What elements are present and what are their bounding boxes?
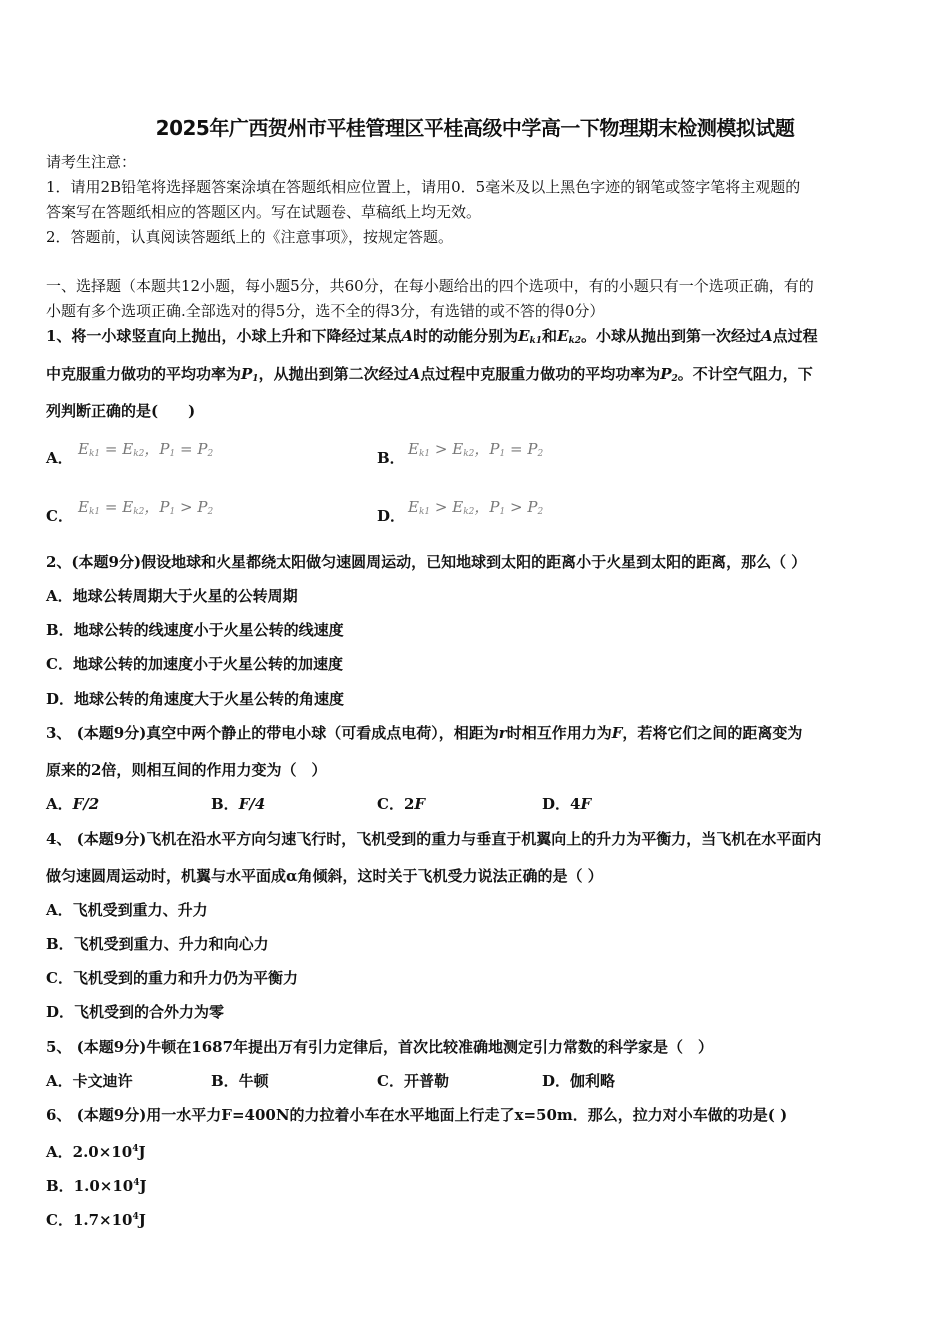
q4-option-b[interactable]: B．飞机受到重力、升力和向心力: [46, 935, 269, 953]
q3-option-a[interactable]: A．F/2: [46, 795, 100, 813]
q1-stem-line-3: 列判断正确的是( ): [46, 402, 196, 420]
section-heading-line-2: 小题有多个选项正确.全部选对的得5分，选不全的得3分，有选错的或不答的得0分）: [46, 302, 605, 320]
q6-stem: 6、 (本题9分)用一水平力F=400N的力拉着小车在水平地面上行走了x=50m．那么，拉力对小车做的功是( ): [46, 1106, 788, 1124]
q2-option-a[interactable]: A．地球公转周期大于火星的公转周期: [46, 587, 298, 605]
q3-stem-line-2: 原来的2倍，则相互间的作用力变为（ ）: [46, 761, 327, 779]
q6-option-c[interactable]: C．$1.7\times 10^4J$: [46, 1211, 146, 1229]
notice-line-1: 1．请用2B铅笔将选择题答案涂填在答题纸相应位置上，请用0．5毫米及以上黑色字迹的钢笔或签字笔将主观题的: [46, 178, 801, 196]
section-heading-line-1: 一、选择题（本题共12小题，每小题5分，共60分，在每小题给出的四个选项中，有的小题只有一个选项正确，有的: [46, 277, 814, 295]
q1-option-c-label[interactable]: C．: [46, 507, 73, 525]
q1-stem-line-2: 中克服重力做功的平均功率为$P_1$，从抛出到第二次经过A点过程中克服重力做功的平均功率为$P_2$。不计空气阻力，下: [46, 365, 813, 384]
q1-option-b-formula: $E_{k1} > E_{k2}$，$P_1 = P_2$: [408, 440, 544, 459]
page-title: 2025年广西贺州市平桂管理区平桂高级中学高一下物理期末检测模拟试题: [155, 116, 795, 140]
q2-option-d[interactable]: D．地球公转的角速度大于火星公转的角速度: [46, 690, 345, 708]
q1-option-a-formula: $E_{k1} = E_{k2}$，$P_1 = P_2$: [78, 440, 214, 459]
q3-option-d[interactable]: D．4F: [542, 795, 592, 813]
q5-option-b[interactable]: B．牛顿: [211, 1072, 269, 1090]
q5-option-d[interactable]: D．伽利略: [542, 1072, 616, 1090]
q3-option-c[interactable]: C．2F: [377, 795, 426, 813]
q3-option-b[interactable]: B．F/4: [211, 795, 266, 813]
q4-stem-line-2: 做匀速圆周运动时，机翼与水平面成α角倾斜，这时关于飞机受力说法正确的是（ ）: [46, 867, 603, 885]
q1-option-c-formula: $E_{k1} = E_{k2}$，$P_1 > P_2$: [78, 498, 214, 517]
notice-line-2: 答案写在答题纸相应的答题区内。写在试题卷、草稿纸上均无效。: [46, 203, 482, 221]
q2-option-c[interactable]: C．地球公转的加速度小于火星公转的加速度: [46, 655, 343, 673]
q1-option-d-label[interactable]: D．: [377, 507, 406, 525]
q5-option-c[interactable]: C．开普勒: [377, 1072, 449, 1090]
notice-line-3: 2．答题前，认真阅读答题纸上的《注意事项》，按规定答题。: [46, 228, 454, 246]
q2-option-b[interactable]: B．地球公转的线速度小于火星公转的线速度: [46, 621, 344, 639]
q1-option-b-label[interactable]: B．: [377, 449, 405, 467]
q1-stem-line-1: 1、将一小球竖直向上抛出，小球上升和下降经过某点A时的动能分别为$E_{k1}$和$E_{k2}$。小球从抛出到第一次经过A点过程: [46, 327, 818, 346]
q1-option-a-label[interactable]: A．: [46, 449, 73, 467]
q6-option-a[interactable]: A．$2.0\times 10^4J$: [46, 1143, 146, 1161]
q5-option-a[interactable]: A．卡文迪许: [46, 1072, 133, 1090]
q4-option-a[interactable]: A．飞机受到重力、升力: [46, 901, 208, 919]
q1-option-d-formula: $E_{k1} > E_{k2}$，$P_1 > P_2$: [408, 498, 544, 517]
q6-option-b[interactable]: B．$1.0\times 10^4J$: [46, 1177, 147, 1195]
q3-stem-line-1: 3、 (本题9分)真空中两个静止的带电小球（可看成点电荷），相距为r时相互作用力为F，若将它们之间的距离变为: [46, 724, 803, 742]
notice-heading: 请考生注意：: [46, 153, 137, 171]
q4-option-d[interactable]: D．飞机受到的合外力为零: [46, 1003, 225, 1021]
q5-stem: 5、 (本题9分)牛顿在1687年提出万有引力定律后，首次比较准确地测定引力常数的科学家是（ ）: [46, 1038, 714, 1056]
q4-option-c[interactable]: C．飞机受到的重力和升力仍为平衡力: [46, 969, 298, 987]
q2-stem: 2、(本题9分)假设地球和火星都绕太阳做匀速圆周运动，已知地球到太阳的距离小于火星到太阳的距离，那么（ ）: [46, 553, 807, 571]
q4-stem-line-1: 4、 (本题9分)飞机在沿水平方向匀速飞行时，飞机受到的重力与垂直于机翼向上的升力为平衡力，当飞机在水平面内: [46, 830, 822, 848]
